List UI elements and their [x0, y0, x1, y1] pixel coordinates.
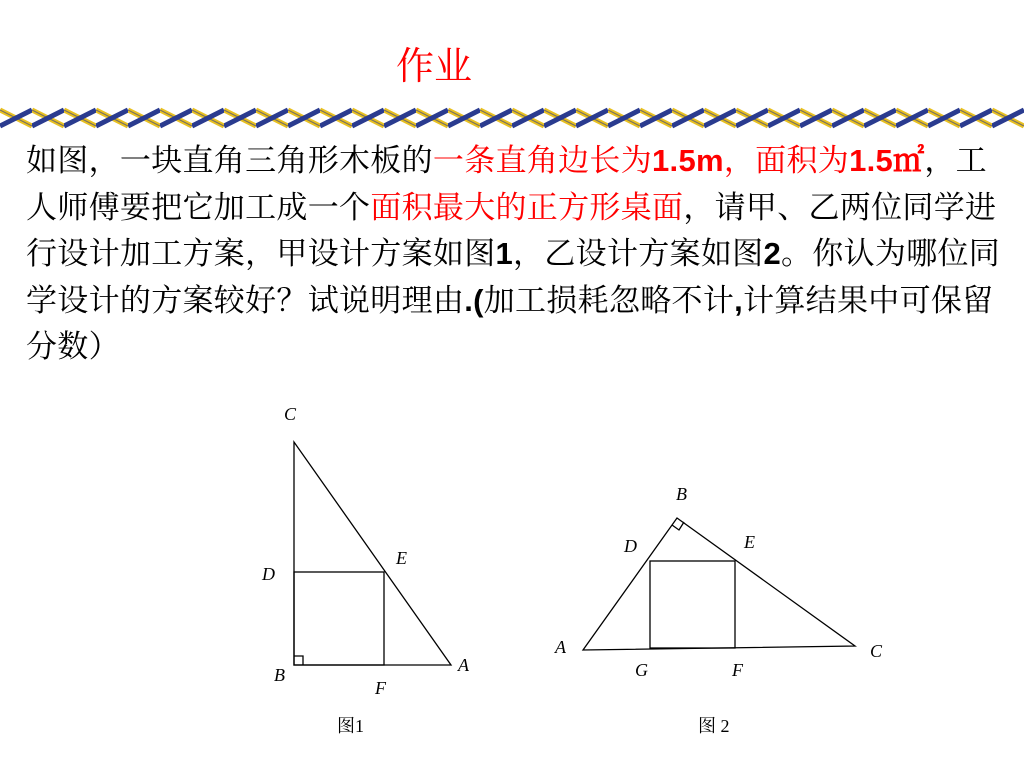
problem-highlight-length: 1.5m: [652, 143, 724, 178]
figure-1-square: [294, 572, 384, 665]
figure-2: [583, 518, 855, 650]
figure-2-square: [650, 561, 735, 648]
figure-1: [294, 442, 451, 665]
problem-text-segment: ，请甲、乙两位同学进行设计加工方案，甲设计方案如图: [26, 189, 997, 272]
problem-text-segment: 如图，一块直角三角形木板的: [26, 143, 433, 179]
figure-1-label-c: C: [284, 404, 297, 424]
problem-text-segment: 。你认为哪位同学设计的方案较好？试说明理由: [26, 236, 1001, 319]
figure-1-label-e: E: [396, 548, 407, 568]
figure-1-label-d: D: [262, 564, 275, 584]
figure-2-label-g: G: [635, 660, 648, 680]
figure-1-label-f: F: [375, 678, 386, 698]
figure-2-label-c: C: [870, 641, 883, 661]
problem-text-segment: 计算结果中可保留分数）: [26, 282, 994, 365]
problem-figure-ref-1: 1: [495, 236, 514, 271]
figure-1-right-angle-mark: [294, 656, 303, 665]
figure-2-label-e: E: [744, 532, 755, 552]
figure-1-triangle: [294, 442, 451, 665]
problem-punctuation: .(: [464, 282, 484, 318]
figure-2-label-f: F: [732, 660, 743, 680]
problem-text-segment: ，乙设计方案如图: [513, 236, 764, 272]
figure-2-label-a: A: [555, 637, 566, 657]
problem-figure-ref-2: 2: [763, 236, 781, 271]
slide-title: 作业: [395, 44, 472, 88]
figure-2-labels: [554, 484, 883, 680]
problem-text-segment: ，工人师傅要把它加工成一个: [26, 143, 987, 226]
problem-text-segment: 加工损耗忽略不计: [483, 282, 735, 319]
problem-highlight-area-value: 1.5㎡: [849, 143, 925, 178]
figure-2-label-d: D: [624, 536, 637, 556]
problem-highlight-max-square: 面积最大的正方形桌面: [370, 189, 684, 226]
problem-statement: [26, 138, 1002, 371]
figure-2-right-angle-mark: [672, 522, 684, 530]
decorative-divider-band: [0, 106, 1024, 130]
figure-1-labels: [261, 404, 470, 698]
figure-2-triangle: [583, 518, 855, 650]
figure-1-caption: 图1: [337, 716, 364, 736]
figure-1-label-a: A: [458, 655, 469, 675]
figure-1-label-b: B: [274, 665, 285, 685]
problem-punctuation: ,: [734, 282, 744, 318]
figure-2-caption: 图 2: [698, 716, 730, 736]
problem-highlight-area-label: ，面积为: [723, 143, 850, 179]
problem-highlight-leg: 一条直角边长为: [432, 143, 653, 179]
figure-2-label-b: B: [676, 484, 687, 504]
